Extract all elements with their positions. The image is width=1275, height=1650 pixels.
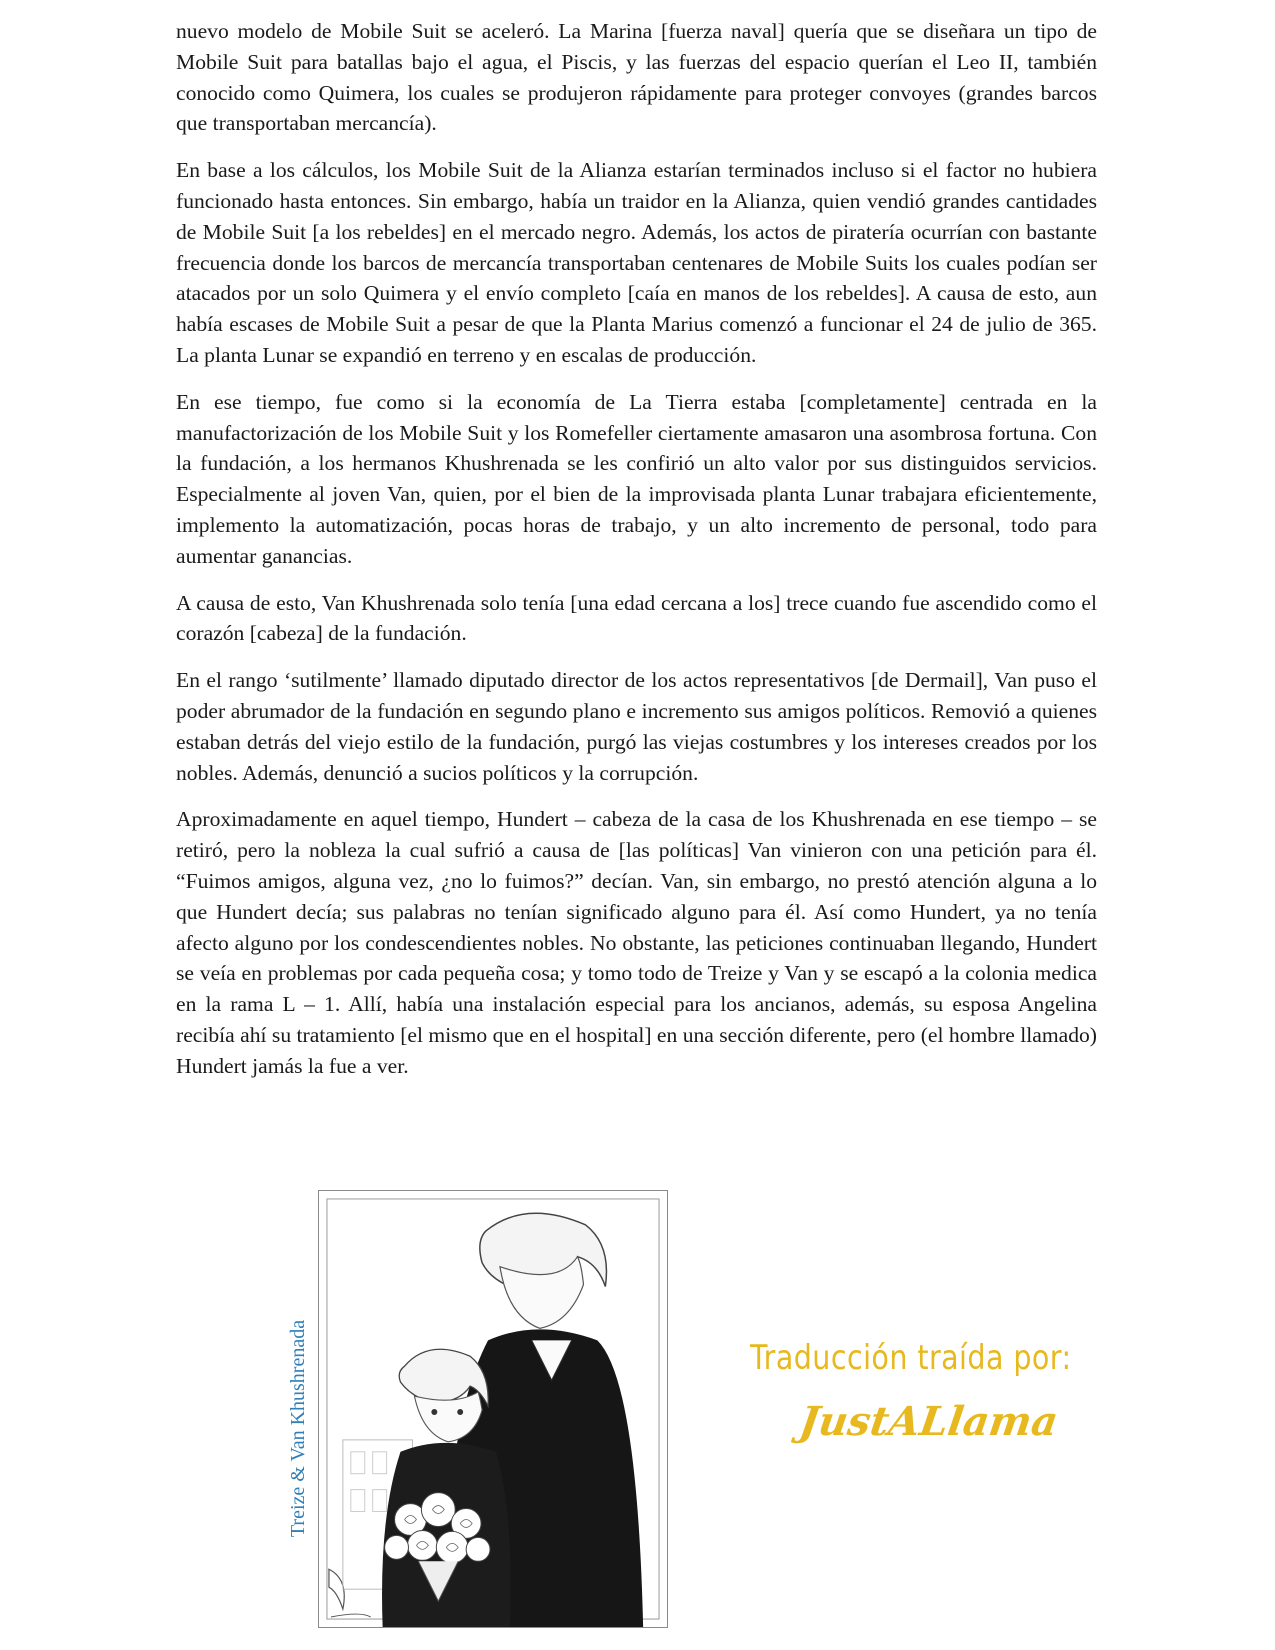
credit-name: JustALlama xyxy=(796,1398,1061,1445)
credit-label: Traducción traída por: xyxy=(750,1338,1072,1378)
figure-caption-text: Treize & Van Khushrenada xyxy=(287,1319,310,1537)
paragraph-2: En base a los cálculos, los Mobile Suit de la Alianza estarían terminados incluso si el factor no hubiera funcionado hasta entonces. Sin embargo, había un traidor en la Alianza, quien vendió grandes cantidades de Mobile Suit [a los rebeldes] en el mercado negro. Además, los actos de piratería ocurrían con bastante frecuencia donde los barcos de mercancía transportaban centenares de Mobile Suits los cuales podían ser atacados por un solo Quimera y el envío completo [caía en manos de los rebeldes]. A causa de esto, aun había escases de Mobile Suit a pesar de que la Planta Marius comenzó a funcionar el 24 de julio de 365. La planta Lunar se expandió en terreno y en escalas de producción. xyxy=(176,158,1097,367)
figure-caption xyxy=(284,1293,314,1563)
paragraph-6: Aproximadamente en aquel tiempo, Hundert – cabeza de la casa de los Khushrenada en ese tiempo – se retiró, pero la nobleza la cual sufrió a causa de [las políticas] Van vinieron con una petición para él. “Fuimos amigos, alguna vez, ¿no lo fuimos?” decían. Van, sin embargo, no prestó atención alguna a lo que Hundert decía; sus palabras no tenían significado alguno para él. Así como Hundert, ya no tenía afecto alguno por los condescendientes nobles. No obstante, las peticiones continuaban llegando, Hundert se veía en problemas por cada pequeña cosa; y tomo todo de Treize y Van y se escapó a la colonia medica en la rama L – 1. Allí, había una instalación especial para los ancianos, además, su esposa Angelina recibía ahí su tratamiento [el mismo que en el hospital] en una sección diferente, pero (el hombre llamado) Hundert jamás la fue a ver. xyxy=(176,807,1097,1078)
paragraph-5: En el rango ‘sutilmente’ llamado diputado director de los actos representativos [de Dermail], Van puso el poder abrumador de la fundación en segundo plano e incremento sus amigos políticos. Removió a quienes estaban detrás del viejo estilo de la fundación, purgó las viejas costumbres y los intereses creados por los nobles. Además, denunció a sucios políticos y la corrupción. xyxy=(176,668,1097,785)
paragraph-1: nuevo modelo de Mobile Suit se aceleró. La Marina [fuerza naval] quería que se diseñara un tipo de Mobile Suit para batallas bajo el agua, el Piscis, y las fuerzas del espacio querían el Leo II, también conocido como Quimera, los cuales se produjeron rápidamente para proteger convoyes (grandes barcos que transportaban mercancía). xyxy=(176,19,1097,136)
paragraph-4: A causa de esto, Van Khushrenada solo tenía [una edad cercana a los] trece cuando fue ascendido como el corazón [cabeza] de la fundación. xyxy=(176,590,1097,646)
paragraph-3: En ese tiempo, fue como si la economía de La Tierra estaba [completamente] centrada en la manufactorización de los Mobile Suit y los Romefeller ciertamente amasaron una asombrosa fortuna. Con la fundación, a los hermanos Khushrenada se les confirió un alto valor por sus distinguidos servicios. Especialmente al joven Van, quien, por el bien de la improvisada planta Lunar trabajara eficientemente, implemento la automatización, pocas horas de trabajo, y un alto incremento de personal, todo para aumentar ganancias. xyxy=(176,389,1097,568)
body-text xyxy=(176,16,1097,1098)
illustration-drawing xyxy=(319,1191,667,1627)
manga-illustration xyxy=(318,1190,668,1628)
